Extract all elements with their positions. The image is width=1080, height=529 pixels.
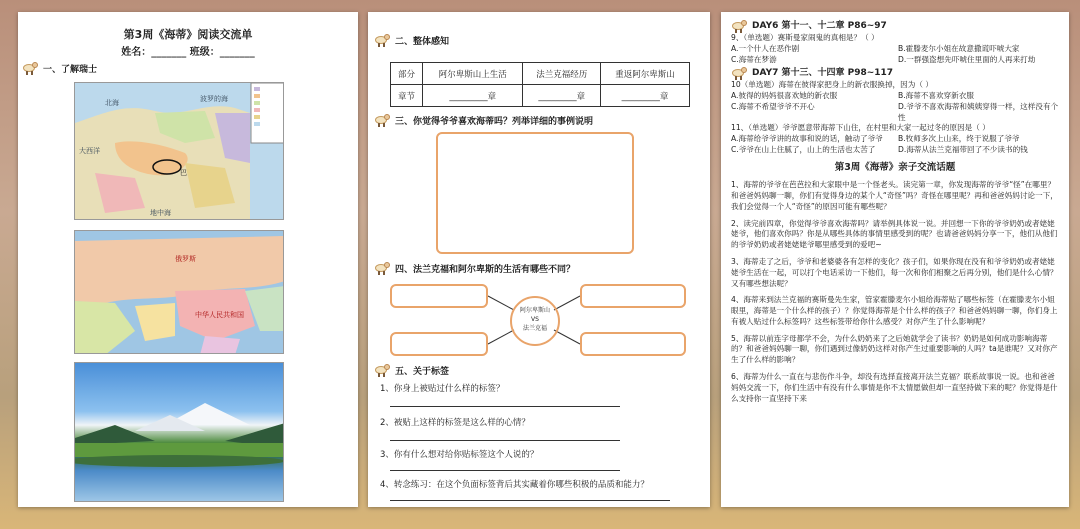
table-row-label: 章节 xyxy=(391,85,423,107)
question-9: 9、（单选题）赛斯曼家闹鬼的真相是？（ ） xyxy=(731,33,879,42)
world-map-drawing xyxy=(75,231,284,354)
map-label: 俄罗斯 xyxy=(175,255,196,263)
compare-center-circle xyxy=(510,296,560,346)
europe-map-drawing xyxy=(75,83,284,220)
map-label: 北海 xyxy=(105,99,119,107)
topic-1 xyxy=(731,180,1059,212)
topic-text: 6、海蒂为什么一直在与悲伤作斗争，却没有选择直接离开法兰克福？联系故事说一说。也和爸爸妈妈交流一下，你们生活中有没有什么事情是你不太情愿做但却一直坚持做下来的呢？你觉得是什么支持你一直坚持下来 xyxy=(731,372,1058,403)
topic-5 xyxy=(731,334,1059,366)
option[interactable]: B.牧师多次上山来，终于说服了爷爷 xyxy=(898,134,1020,144)
option[interactable]: A.一个什人在恶作剧 xyxy=(731,43,800,53)
question-11-options xyxy=(731,134,1059,156)
section-2-heading xyxy=(374,34,449,47)
section-2-label: 二、整体感知 xyxy=(395,37,450,47)
table-row xyxy=(391,85,690,107)
question-10-options xyxy=(731,91,1059,123)
page-title: 第3周《海蒂》阅读交流单 xyxy=(123,28,253,41)
answer-line[interactable] xyxy=(390,440,620,441)
table-header: 法兰克福经历 xyxy=(523,63,601,85)
option[interactable]: D.海蒂从法兰克福带回了不少读书的钱 xyxy=(898,145,1028,155)
section-5-label: 五、关于标签 xyxy=(395,367,450,377)
sheep-icon xyxy=(731,67,747,80)
compare-box-left-top[interactable] xyxy=(390,284,488,308)
table-header: 重返阿尔卑斯山 xyxy=(601,63,690,85)
question-9-options xyxy=(731,44,1059,66)
day7-heading xyxy=(731,67,1059,80)
option[interactable]: C.海蒂不希望爷爷不开心 xyxy=(731,101,815,111)
option[interactable]: A.海蒂给爷爷讲的故事和说的话，触动了爷爷 xyxy=(731,134,883,144)
topic-6 xyxy=(731,372,1059,404)
sheep-icon xyxy=(374,34,390,47)
topic-text: 4、海蒂来到法兰克福的赛斯曼先生家，管家霍滕麦尔小姐给海蒂贴了哪些标签（在霍滕麦尔小姐眼里，海蒂是一个什么样的孩子）？你觉得海蒂是个什么样的孩子？和爸爸妈妈聊一聊，你们身上有被人贴过什么标签吗？这些标签带给你什么感受？对你产生了什么影响呢？ xyxy=(731,295,1058,326)
answer-box-grandpa[interactable] xyxy=(436,132,634,254)
option[interactable]: B.海蒂不喜欢穿新衣服 xyxy=(898,91,974,101)
sheep-icon xyxy=(22,62,38,75)
sheep-icon xyxy=(374,114,390,127)
map-label: 地中海 xyxy=(150,209,171,217)
sheep-icon xyxy=(374,262,390,275)
topic-4 xyxy=(731,295,1059,327)
option[interactable]: C.海蒂在梦游 xyxy=(731,54,777,64)
map-label: 中华人民共和国 xyxy=(195,311,244,319)
section-4-heading xyxy=(374,262,575,275)
option[interactable]: C.爷爷在山上住腻了，山上的生活也太苦了 xyxy=(731,145,876,155)
section-3-heading xyxy=(374,114,593,127)
label-question-3: 3、你有什么想对给你贴标签这个人说的？ xyxy=(380,450,539,460)
topic-text: 3、海蒂走了之后，爷爷和老婆婆各有怎样的变化？孩子们，如果你现在没有和爷爷奶奶或者姥姥姥爷生活在一起，可以打个电话采访一下他们，每一次和你们相聚之后再分别，他们是什么心情？又有哪些想法呢？ xyxy=(731,256,1058,288)
label-question-1: 1、你身上被贴过什么样的标签？ xyxy=(380,384,505,394)
section-5-heading xyxy=(374,364,449,377)
day7-label: DAY7 第十三、十四章 P98~117 xyxy=(752,68,894,79)
section-3-label: 三、你觉得爷爷喜欢海蒂吗？列举详细的事例说明 xyxy=(395,117,594,127)
answer-line[interactable] xyxy=(390,500,670,501)
worksheet-page-3 xyxy=(721,12,1069,507)
compare-box-right-bottom[interactable] xyxy=(580,332,686,356)
compare-center-label: VS xyxy=(531,316,539,323)
compare-box-right-top[interactable] xyxy=(580,284,686,308)
topic-2 xyxy=(731,219,1059,251)
compare-center-label: 阿尔卑斯山 xyxy=(519,307,550,314)
question-11: 11、（单选题）爷爷愿意带海蒂下山住，在村里和大家一起过冬的原因是（ ） xyxy=(731,123,990,133)
topic-text: 5、海蒂以前连字母都学不会，为什么奶奶来了之后她就学会了读书？奶奶是如何成功影响海蒂的？和爸爸妈妈聊一聊，你们遇到过像奶奶这样对你产生过重要影响的人吗？ta是谁呢？又对你产生了什么样的影响？ xyxy=(731,333,1058,365)
answer-line[interactable] xyxy=(390,470,620,471)
sheep-icon xyxy=(374,364,390,377)
chapter-blank[interactable]: _________章 xyxy=(601,85,690,107)
table-header: 阿尔卑斯山上生活 xyxy=(423,63,523,85)
option[interactable]: D.爷爷不喜欢海蒂和姨姨穿得一样，这样没有个性 xyxy=(898,101,1059,122)
label-question-2: 2、被贴上这样的标签是这么样的心情？ xyxy=(380,418,530,428)
option[interactable]: B.霍滕麦尔小姐在故意撒谎吓唬大家 xyxy=(898,43,1020,53)
section-1-heading xyxy=(22,62,97,75)
topics-title: 第3周《海蒂》亲子交流话题 xyxy=(834,161,956,173)
table-header: 部分 xyxy=(391,63,423,85)
topic-text: 2、读完前四章，你觉得爷爷喜欢海蒂吗？请举例具体说一说。并回想一下你的爷爷奶奶或者姥姥姥爷，他们喜欢你吗？你是从哪些具体的事情里感受到的呢？也请爸爸妈妈分享一下，他们从他们的爷爷奶奶或者姥姥姥爷哪里感受到的爱吧~ xyxy=(731,218,1058,250)
section-4-label: 四、法兰克福和阿尔卑斯的生活有哪些不同？ xyxy=(395,265,576,275)
world-map-image xyxy=(74,230,284,354)
chapter-blank[interactable]: _________章 xyxy=(423,85,523,107)
worksheet-page-2 xyxy=(368,12,710,507)
map-label: 波罗的海 xyxy=(200,95,228,103)
chapter-table xyxy=(390,62,690,107)
topic-3 xyxy=(731,257,1059,289)
topic-text: 1、海蒂的爷爷在芭芭拉和大家眼中是一个怪老头。读完第一章，你发现海蒂的爷爷“怪”在哪里？和爸爸妈妈聊一聊，你们有觉得身边的某个人“奇怪”吗？奇怪在哪里呢？再和爸爸妈妈讨论一下，我们会觉得一个人“奇怪”的原因可能有哪些呢？ xyxy=(731,180,1058,211)
day6-heading xyxy=(731,20,1059,33)
alps-landscape-drawing xyxy=(75,363,284,502)
table-row xyxy=(391,63,690,85)
chapter-blank[interactable]: _________章 xyxy=(523,85,601,107)
alps-landscape-photo xyxy=(74,362,284,502)
label-question-4: 4、转念练习：在这个负面标签背后其实藏着你哪些积极的品质和能力？ xyxy=(380,480,649,490)
map-label: 巴 xyxy=(180,169,187,177)
worksheet-page-1 xyxy=(18,12,358,507)
option[interactable]: A.彼得的妈妈很喜欢她的新衣服 xyxy=(731,91,838,101)
name-class-line: 姓名：_______ 班级：_______ xyxy=(121,47,255,58)
section-1-label: 一、了解瑞士 xyxy=(43,65,98,75)
day6-label: DAY6 第十一、十二章 P86~97 xyxy=(752,21,887,32)
compare-box-left-bottom[interactable] xyxy=(390,332,488,356)
answer-line[interactable] xyxy=(390,406,620,407)
question-10: 10（单选题）海蒂在彼得家把身上的新衣服换掉，因为（ ） xyxy=(731,80,933,90)
map-label: 大西洋 xyxy=(79,147,100,155)
europe-map-image xyxy=(74,82,284,220)
compare-center-label: 法兰克福 xyxy=(522,325,547,332)
sheep-icon xyxy=(731,20,747,33)
option[interactable]: D.一群强盗想先吓唬住里面的人再来打劫 xyxy=(898,54,1036,64)
